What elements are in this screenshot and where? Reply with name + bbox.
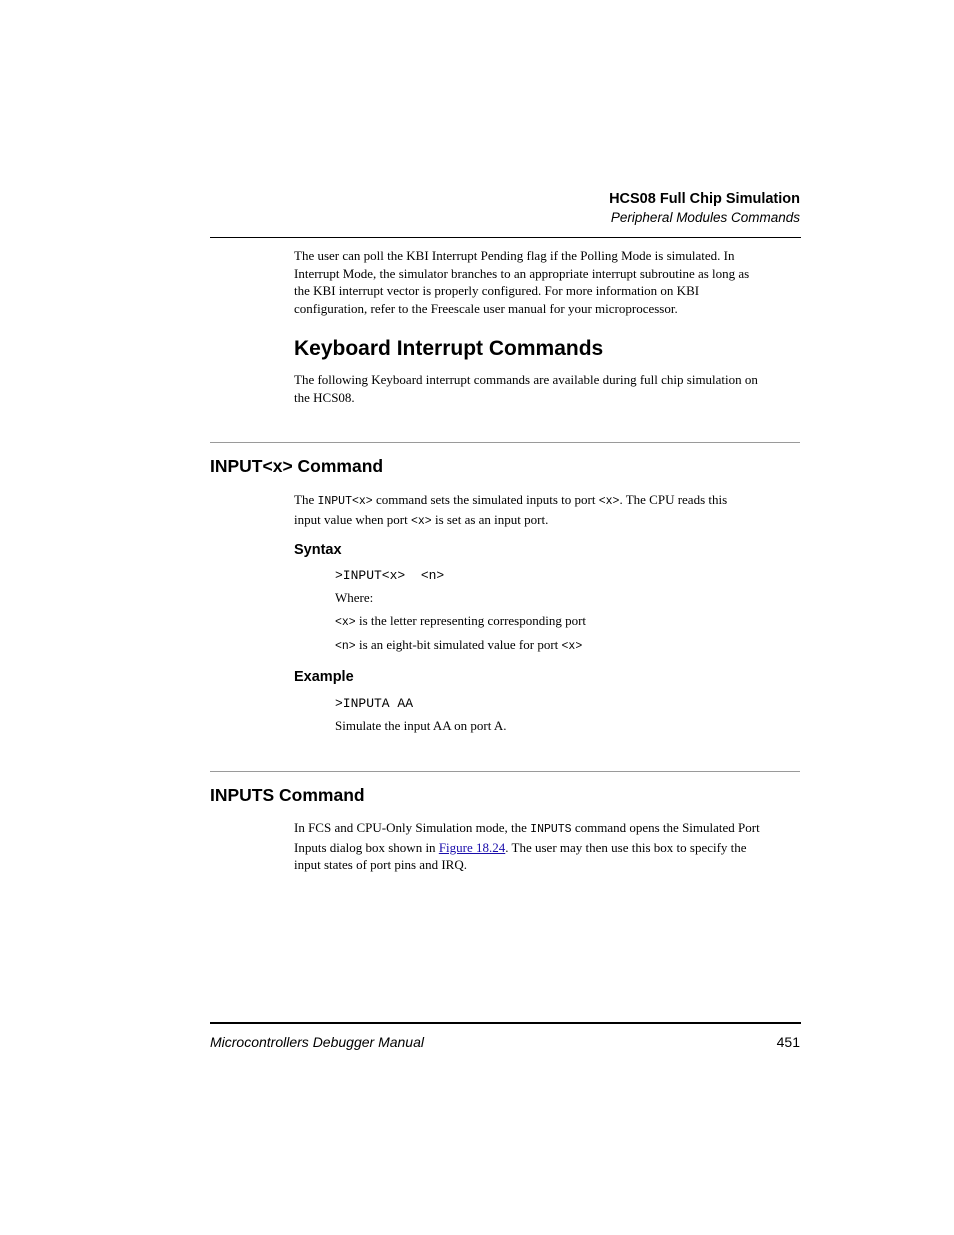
running-header-subtitle: Peripheral Modules Commands: [610, 210, 800, 225]
inline-code: <n>: [335, 640, 356, 653]
inline-code: <x>: [598, 495, 620, 508]
kbi-line: the HCS08.: [294, 389, 355, 405]
text: . The user may then use this box to specify the: [505, 839, 747, 855]
text: . The CPU reads this: [619, 492, 728, 507]
inputs-line: input states of port pins and IRQ.: [294, 857, 467, 873]
text: In FCS and CPU-Only Simulation mode, the: [294, 820, 531, 835]
kbi-paragraph: [294, 371, 800, 406]
text: is the letter representing corresponding port: [355, 613, 587, 628]
inputs-line: [294, 839, 800, 857]
inline-code: INPUT<x>: [317, 495, 373, 508]
intro-line: configuration, refer to the Freescale user manual for your microprocessor.: [294, 300, 678, 316]
heading-input-x-command: INPUT<x> Command: [210, 456, 384, 476]
intro-paragraph: [294, 247, 800, 317]
heading-syntax: Syntax: [294, 542, 342, 558]
syntax-code: >INPUT<x> <n>: [335, 568, 445, 583]
text: is an eight-bit simulated value for port: [355, 637, 562, 652]
page-number: 451: [776, 1034, 800, 1050]
input-x-paragraph: [294, 491, 800, 530]
inline-code: <x>: [410, 514, 432, 528]
param-x-description: [335, 613, 586, 629]
intro-line: the KBI interrupt vector is properly configured. For more information on KBI: [294, 283, 700, 299]
inline-code: INPUTS: [530, 823, 572, 836]
header-rule: [210, 237, 801, 238]
example-description: Simulate the input AA on port A.: [335, 718, 507, 733]
intro-line: Interrupt Mode, the simulator branches to an appropriate interrupt subroutine as long as: [294, 265, 750, 281]
heading-inputs-command: INPUTS Command: [210, 785, 365, 805]
input-x-line: [294, 491, 800, 511]
text: command opens the Simulated Port: [571, 820, 760, 835]
text: is set as an input port.: [431, 511, 549, 527]
inline-code: <x>: [335, 616, 356, 629]
section-separator: [210, 771, 800, 772]
intro-line: The user can poll the KBI Interrupt Pending flag if the Polling Mode is simulated. In: [294, 248, 735, 263]
text: input value when port: [294, 511, 411, 527]
footer-rule: [210, 1022, 801, 1024]
section-heading-keyboard-interrupt: Keyboard Interrupt Commands: [294, 337, 604, 360]
text: Inputs dialog box shown in: [294, 839, 439, 855]
example-code: >INPUTA AA: [335, 696, 414, 711]
param-n-description: [335, 637, 582, 653]
figure-link[interactable]: Figure 18.24: [438, 839, 506, 855]
running-header-title: HCS08 Full Chip Simulation: [609, 191, 800, 207]
inputs-paragraph: [294, 819, 800, 874]
inputs-line: [294, 819, 800, 839]
input-x-line: [294, 511, 800, 531]
text: command sets the simulated inputs to port: [372, 492, 599, 507]
text: The: [294, 492, 318, 507]
where-label: Where:: [335, 590, 374, 605]
section-separator: [210, 442, 800, 443]
inline-code: <x>: [561, 640, 583, 653]
heading-example: Example: [294, 669, 354, 685]
footer-manual-title: Microcontrollers Debugger Manual: [210, 1034, 424, 1050]
kbi-line: The following Keyboard interrupt commands are available during full chip simulation on: [294, 372, 758, 387]
